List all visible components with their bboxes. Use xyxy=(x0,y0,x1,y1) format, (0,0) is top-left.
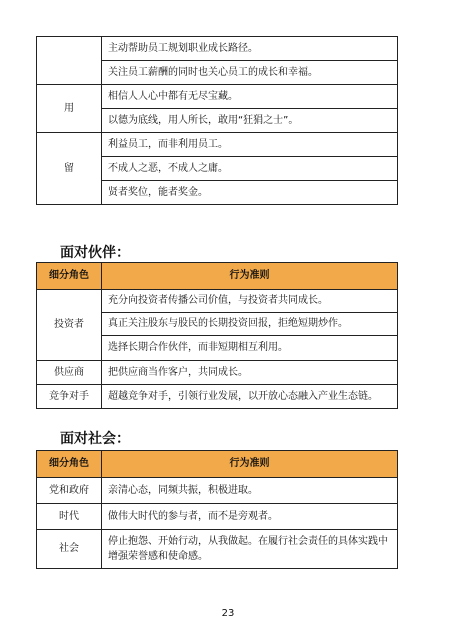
table-row xyxy=(37,133,398,205)
header-role: 细分角色 xyxy=(37,263,102,290)
rule-line: 亲清心态，同频共振，积极进取。 xyxy=(108,484,258,496)
rule-text: 停止抱怨、开始行动，从我做起。在履行社会责任的具体实践中增强荣誉感和使命感。 xyxy=(108,536,388,562)
role-cell: 投资者 xyxy=(37,290,102,361)
rule-line: 以德为底线，用人所长，敢用“狂狷之士”。 xyxy=(108,114,299,126)
rule-cell xyxy=(102,37,398,85)
table-row xyxy=(37,85,398,133)
role-cell: 党和政府 xyxy=(37,478,102,504)
rule-line: 把供应商当作客户，共同成长。 xyxy=(108,366,248,378)
role-cell xyxy=(37,37,102,85)
rule-cell xyxy=(102,504,398,530)
table-row xyxy=(37,385,398,409)
table-row xyxy=(37,504,398,530)
rule-line: 主动帮助员工规划职业成长路径。 xyxy=(102,37,397,61)
rule-cell xyxy=(102,478,398,504)
rule-cell xyxy=(102,290,398,361)
role-cell: 用 xyxy=(37,85,102,133)
rule-line: 超越竞争对手，引领行业发展，以开放心态融入产业生态链。 xyxy=(108,390,378,402)
header-rule: 行为准则 xyxy=(102,263,398,290)
partners-heading: 面对伙伴： xyxy=(60,245,130,261)
page-number: 23 xyxy=(221,608,235,619)
rule-cell xyxy=(102,385,398,409)
rule-line: 做伟大时代的参与者，而不是旁观者。 xyxy=(108,510,278,522)
table-row xyxy=(37,530,398,569)
table-row xyxy=(37,361,398,385)
role-cell: 竞争对手 xyxy=(37,385,102,409)
rule-line: 相信人人心中都有无尽宝藏。 xyxy=(102,85,397,109)
rule-line: 关注员工薪酬的同时也关心员工的成长和幸福。 xyxy=(108,66,318,78)
role-cell: 供应商 xyxy=(37,361,102,385)
header-role: 细分角色 xyxy=(37,451,102,478)
rule-line: 真正关注股东与股民的长期投资回报，拒绝短期炒作。 xyxy=(108,318,348,329)
role-cell: 社会 xyxy=(37,530,102,569)
table-header-row xyxy=(37,451,398,478)
role-cell: 留 xyxy=(37,133,102,205)
society-heading: 面对社会： xyxy=(60,431,130,447)
header-rule: 行为准则 xyxy=(102,451,398,478)
table-row xyxy=(37,290,398,361)
rule-line: 利益员工，而非利用员工。 xyxy=(102,133,397,157)
rule-cell xyxy=(102,361,398,385)
rule-line: 贤者奖位，能者奖金。 xyxy=(108,186,208,198)
table-header-row xyxy=(37,263,398,290)
society-table xyxy=(36,450,398,569)
rule-line: 充分向投资者传播公司价值，与投资者共同成长。 xyxy=(102,290,397,313)
rule-line: 选择长期合作伙伴，而非短期相互利用。 xyxy=(102,335,397,360)
table-row xyxy=(37,478,398,504)
rule-line: 不成人之恶，不成人之庸。 xyxy=(102,157,397,181)
rule-cell xyxy=(102,133,398,205)
rule-cell xyxy=(102,85,398,133)
rule-cell xyxy=(102,530,398,569)
partners-table xyxy=(36,262,398,409)
role-cell: 时代 xyxy=(37,504,102,530)
employee-table xyxy=(36,36,398,205)
table-row xyxy=(37,37,398,85)
